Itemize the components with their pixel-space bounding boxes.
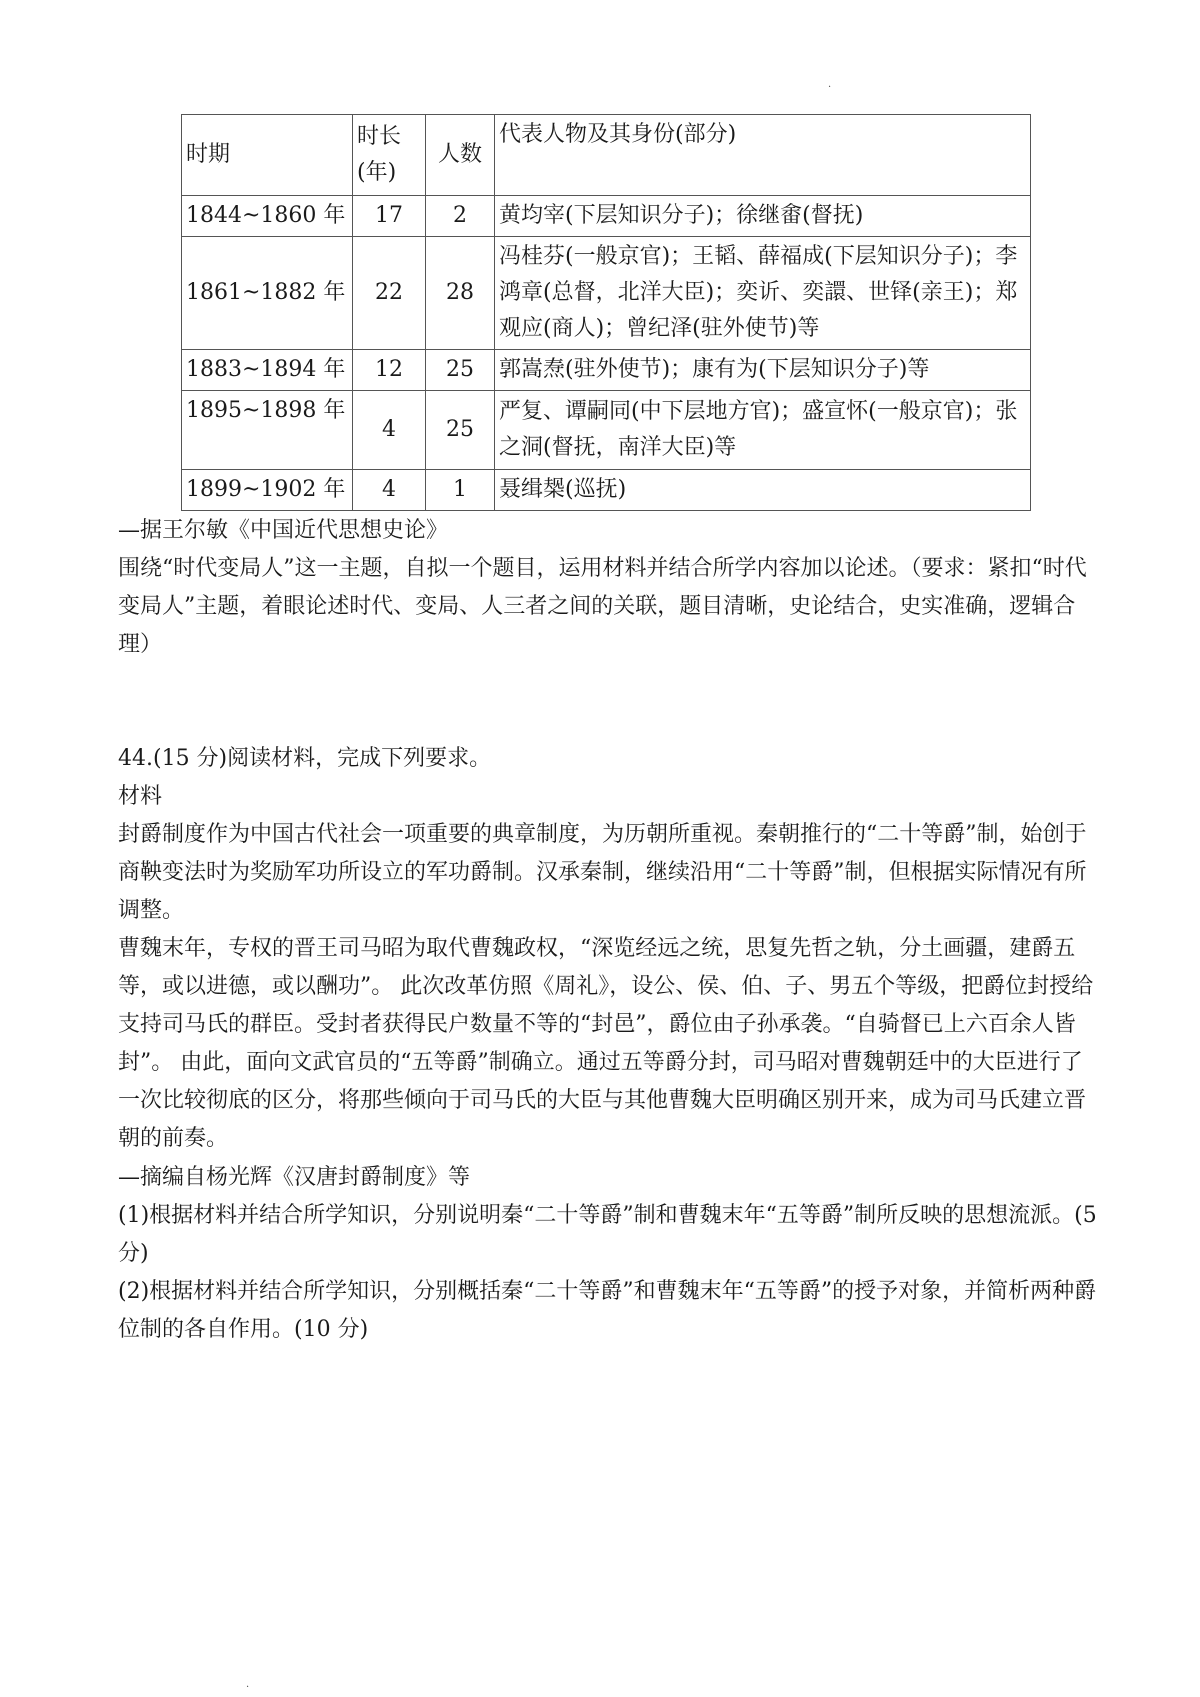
- cell-representatives: 黄均宰(下层知识分子)；徐继畬(督抚): [495, 196, 1031, 237]
- cell-representatives: 严复、谭嗣同(中下层地方官)；盛宣怀(一般京官)；张之洞(督抚，南洋大臣)等: [495, 391, 1031, 470]
- scan-dot: ·: [828, 82, 832, 93]
- cell-duration: 22: [353, 237, 426, 350]
- material-paragraph-1: 封爵制度作为中国古代社会一项重要的典章制度，为历朝所重视。秦朝推行的“二十等爵”制，始创于商鞅变法时为奖励军功所设立的军功爵制。汉承秦制，继续沿用“二十等爵”制，但根据实际情况有所调整。: [118, 822, 1087, 923]
- cell-representatives: 郭嵩焘(驻外使节)；康有为(下层知识分子)等: [495, 350, 1031, 391]
- cell-representatives: 冯桂芬(一般京官)；王韬、薛福成(下层知识分子)；李鸿章(总督，北洋大臣)；奕䜣、奕譞、世铎(亲王)；郑观应(商人)；曾纪泽(驻外使节)等: [495, 237, 1031, 350]
- cell-duration: 12: [353, 350, 426, 391]
- cell-duration: 17: [353, 196, 426, 237]
- cell-count: 25: [426, 391, 495, 470]
- table-row: [182, 391, 1031, 470]
- cell-count: 2: [426, 196, 495, 237]
- question-44-header: 44.(15 分)阅读材料，完成下列要求。: [118, 746, 492, 771]
- cell-period: 1895~1898 年: [182, 391, 353, 470]
- sub-question-2: (2)根据材料并结合所学知识，分别概括秦“二十等爵”和曹魏末年“五等爵”的授予对象，并简析两种爵位制的各自作用。(10 分): [118, 1279, 1097, 1342]
- cell-duration: 4: [353, 391, 426, 470]
- scan-dot: ·: [246, 1682, 250, 1693]
- cell-duration: 4: [353, 470, 426, 511]
- cell-representatives: 聂缉椝(巡抚): [495, 470, 1031, 511]
- material-label: 材料: [118, 784, 163, 809]
- table-source: —据王尔敏《中国近代思想史论》: [118, 518, 449, 543]
- cell-period: 1844~1860 年: [182, 196, 353, 237]
- header-count: 人数: [426, 115, 495, 196]
- cell-period: 1883~1894 年: [182, 350, 353, 391]
- sub-question-1: (1)根据材料并结合所学知识，分别说明秦“二十等爵”制和曹魏末年“五等爵”制所反映的思想流派。(5 分): [118, 1203, 1097, 1266]
- header-duration: 时长(年): [353, 115, 426, 196]
- cell-period: 1899~1902 年: [182, 470, 353, 511]
- cell-period: 1861~1882 年: [182, 237, 353, 350]
- header-representatives: 代表人物及其身份(部分): [495, 115, 1031, 196]
- cell-count: 25: [426, 350, 495, 391]
- cell-count: 28: [426, 237, 495, 350]
- reform-thinkers-table: [181, 114, 1031, 511]
- table-row: [182, 237, 1031, 350]
- table-header-row: [182, 115, 1031, 196]
- table-row: [182, 196, 1031, 237]
- cell-count: 1: [426, 470, 495, 511]
- material-source: —摘编自杨光辉《汉唐封爵制度》等: [118, 1165, 471, 1190]
- essay-task: 围绕“时代变局人”这一主题，自拟一个题目，运用材料并结合所学内容加以论述。（要求：紧扣“时代变局人”主题，着眼论述时代、变局、人三者之间的关联，题目清晰，史论结合，史实准确，逻辑合理）: [118, 556, 1087, 657]
- material-paragraph-2: 曹魏末年，专权的晋王司马昭为取代曹魏政权，“深览经远之统，思复先哲之轨，分土画疆，建爵五等，或以进德，或以酬功”。 此次改革仿照《周礼》，设公、侯、伯、子、男五个等级，把爵位封授给支持司马氏的群臣。受封者获得民户数量不等的“封邑”，爵位由子孙承袭。“自骑督已上六百余人皆封”。 由此，面向文武官员的“五等爵”制确立。通过五等爵分封，司马昭对曹魏朝廷中的大臣进行了一次比较彻底的区分，将那些倾向于司马氏的大臣与其他曹魏大臣明确区别开来，成为司马氏建立晋朝的前奏。: [118, 936, 1094, 1151]
- header-period: 时期: [182, 115, 353, 196]
- table-row: [182, 470, 1031, 511]
- table-row: [182, 350, 1031, 391]
